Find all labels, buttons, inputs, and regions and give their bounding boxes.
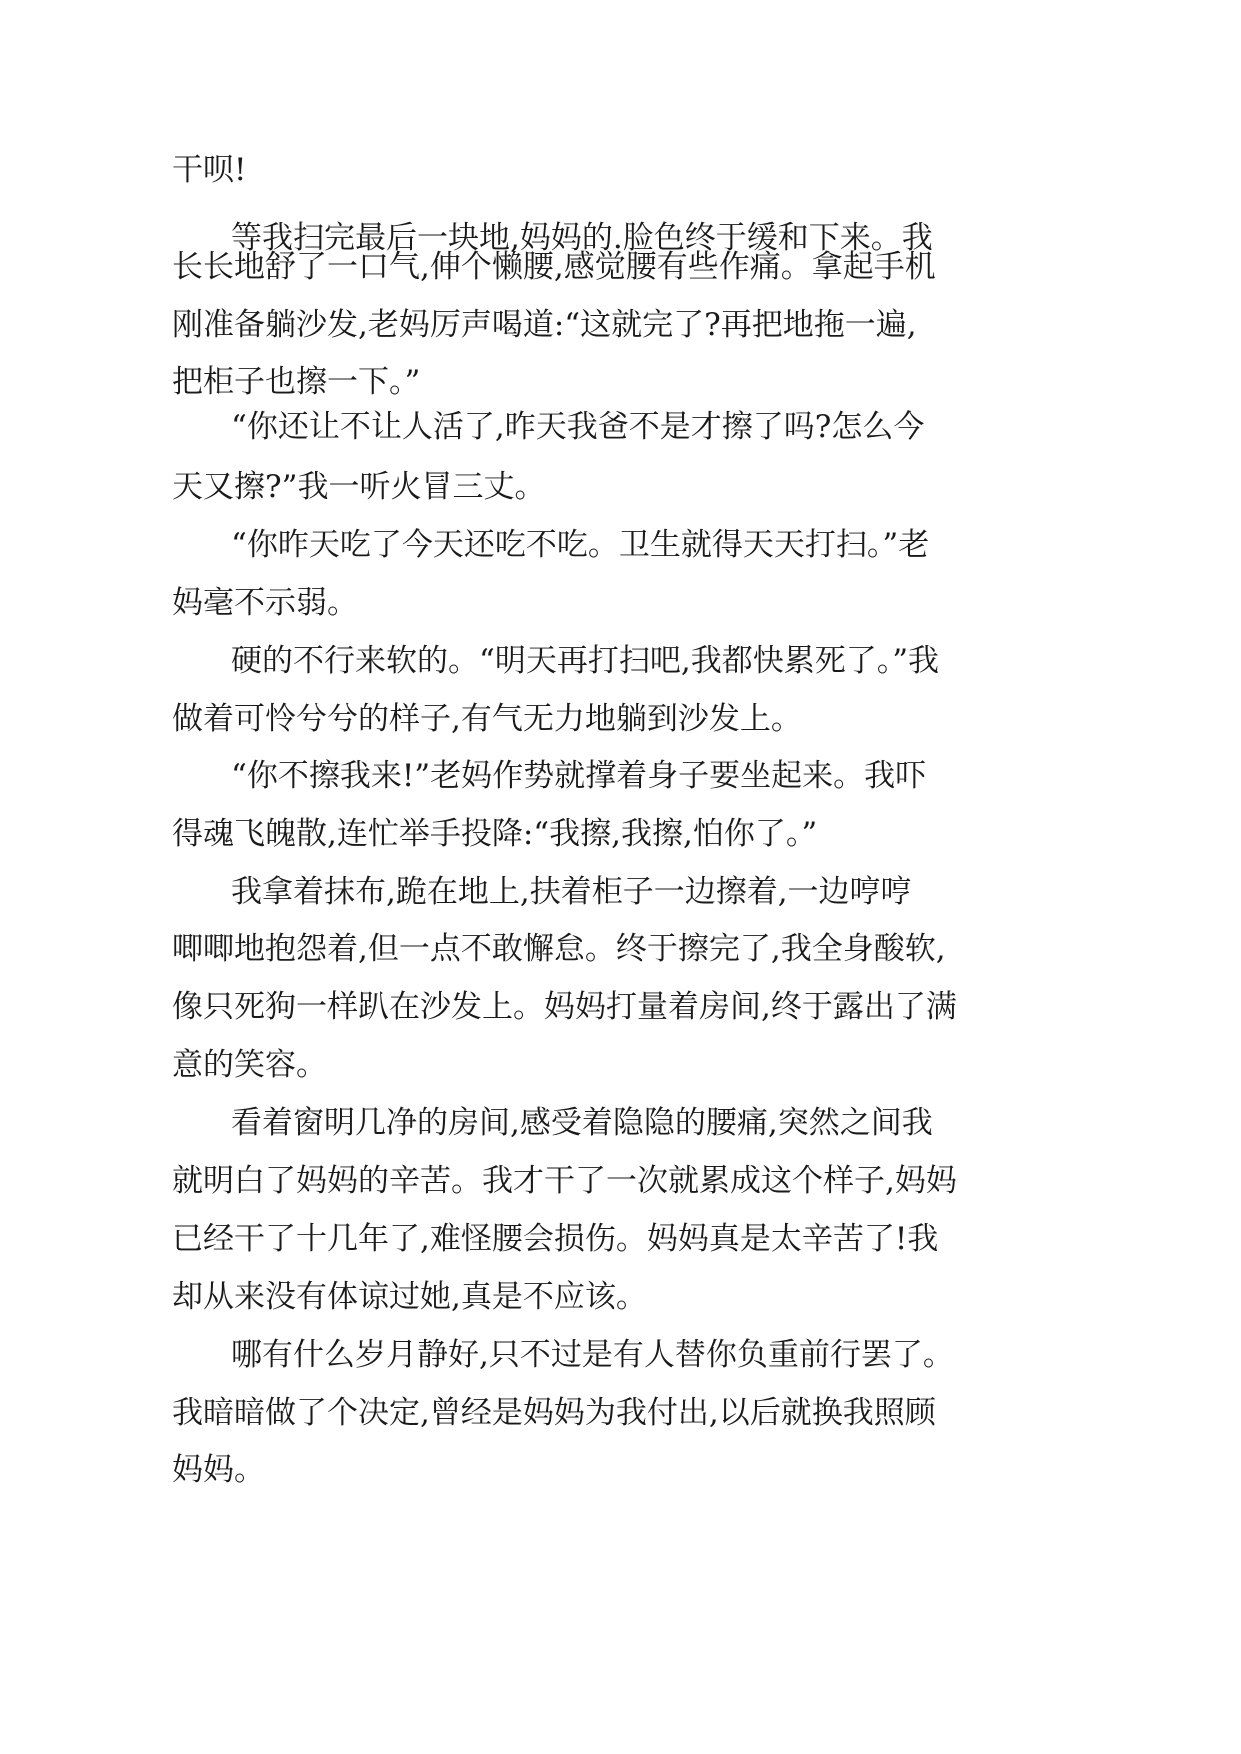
paragraph-first-line: “你不擦我来!”老妈作势就撑着身子要坐起来。我吓 <box>231 758 927 794</box>
text-line: 唧唧地抱怨着,但一点不敢懈怠。终于擦完了,我全身酸软, <box>172 931 946 967</box>
paragraph-first-line: 硬的不行来软的。“明天再打扫吧,我都快累死了。”我 <box>231 643 940 679</box>
text-line: 意的笑容。 <box>172 1047 327 1083</box>
text-line: 我暗暗做了个决定,曾经是妈妈为我付出,以后就换我照顾 <box>172 1395 936 1431</box>
text-line: 干呗! <box>172 152 247 188</box>
text-line: 得魂飞魄散,连忙举手投降:“我擦,我擦,怕你了。” <box>172 816 818 852</box>
paragraph-first-line: “你昨天吃了今天还吃不吃。卫生就得天天打扫。”老 <box>231 527 930 563</box>
text-line: 做着可怜兮兮的样子,有气无力地躺到沙发上。 <box>172 701 802 737</box>
text-line: 就明白了妈妈的辛苦。我才干了一次就累成这个样子,妈妈 <box>172 1163 957 1199</box>
paragraph-first-line: “你还让不让人活了,昨天我爸不是才擦了吗?怎么今 <box>231 409 925 445</box>
paragraph-first-line: 哪有什么岁月静好,只不过是有人替你负重前行罢了。 <box>231 1337 954 1373</box>
text-line: 已经干了十几年了,难怪腰会损伤。妈妈真是太辛苦了!我 <box>172 1221 939 1257</box>
paragraph-first-line: 我拿着抹布,跪在地上,扶着柜子一边擦着,一边哼哼 <box>231 874 912 910</box>
text-line: 妈妈。 <box>172 1452 265 1488</box>
text-line: 把柜子也擦一下。” <box>172 364 421 400</box>
paragraph-first-line: 等我扫完最后一块地,妈妈的.脸色终于缓和下来。我 <box>231 220 933 256</box>
text-line: 妈毫不示弱。 <box>172 585 358 621</box>
paragraph-first-line: 看着窗明几净的房间,感受着隐隐的腰痛,突然之间我 <box>231 1105 933 1141</box>
text-line: 却从来没有体谅过她,真是不应该。 <box>172 1279 647 1315</box>
text-line: 刚准备躺沙发,老妈厉声喝道:“这就完了?再把地拖一遍, <box>172 307 917 343</box>
text-line: 天又擦?”我一听火冒三丈。 <box>172 469 546 505</box>
text-line: 长长地舒了一口气,伸个懒腰,感觉腰有些作痛。拿起手机 <box>172 249 936 285</box>
text-line: 像只死狗一样趴在沙发上。妈妈打量着房间,终于露出了满 <box>172 989 957 1025</box>
